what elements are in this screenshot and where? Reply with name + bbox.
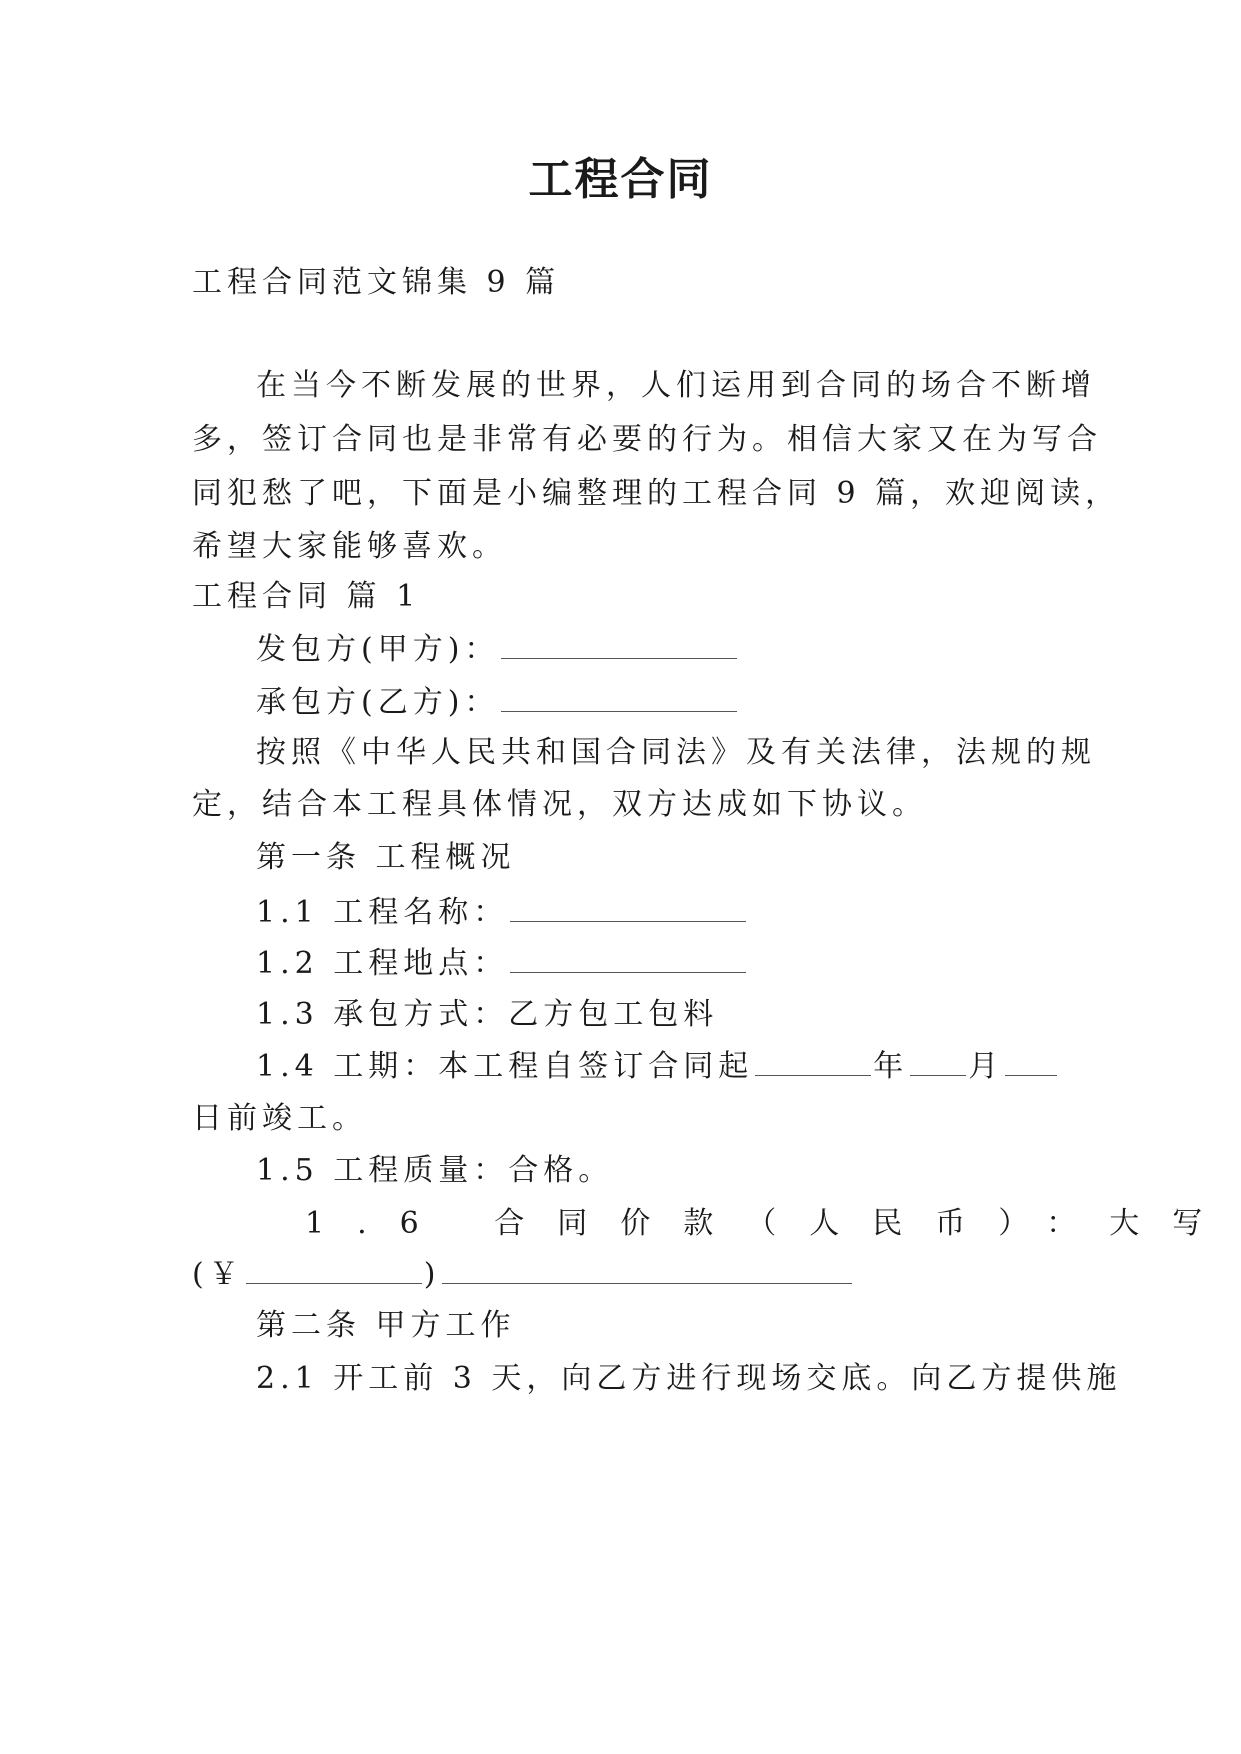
intro-line-4: 希望大家能够喜欢。 bbox=[192, 529, 507, 564]
document-subtitle: 工程合同范文锦集 9 篇 bbox=[192, 265, 561, 300]
party-a-blank bbox=[501, 632, 737, 659]
intro-line-2: 多，签订合同也是非常有必要的行为。相信大家又在为写合 bbox=[192, 422, 1102, 457]
article2-heading: 第二条 甲方工作 bbox=[256, 1308, 516, 1343]
item-1-4-prefix: 1.4 工期：本工程自签订合同起 bbox=[256, 1049, 754, 1084]
item-1-1-line bbox=[256, 893, 748, 933]
intro-line-1: 在当今不断发展的世界，人们运用到合同的场合不断增 bbox=[256, 368, 1096, 403]
party-b-line bbox=[256, 683, 739, 723]
item-1-2-line bbox=[256, 944, 748, 984]
month-label: 月 bbox=[968, 1049, 1004, 1084]
document-title: 工程合同 bbox=[528, 154, 713, 205]
intro-line-3: 同犯愁了吧，下面是小编整理的工程合同 9 篇，欢迎阅读， bbox=[192, 476, 1121, 511]
item-1-4-line bbox=[256, 1047, 1059, 1087]
item-1-1-label: 1.1 工程名称： bbox=[256, 895, 509, 930]
item-1-1-blank bbox=[510, 895, 746, 922]
item-1-6-amount-line bbox=[192, 1255, 854, 1295]
item-2-1: 2.1 开工前 3 天，向乙方进行现场交底。向乙方提供施 bbox=[256, 1361, 1122, 1396]
basis-line-2: 定，结合本工程具体情况，双方达成如下协议。 bbox=[192, 787, 927, 822]
amount-words-blank bbox=[442, 1257, 852, 1284]
item-1-4-continuation: 日前竣工。 bbox=[192, 1101, 367, 1136]
year-blank bbox=[755, 1049, 871, 1076]
item-1-2-blank bbox=[510, 946, 746, 973]
item-1-2-label: 1.2 工程地点： bbox=[256, 946, 509, 981]
item-1-6-label: 1.6 合同价款（人民币）：大写 bbox=[305, 1206, 1236, 1241]
amount-figure-blank bbox=[246, 1257, 422, 1284]
section-heading: 工程合同 篇 1 bbox=[192, 579, 421, 614]
item-1-5: 1.5 工程质量：合格。 bbox=[256, 1153, 614, 1188]
day-blank bbox=[1005, 1049, 1057, 1076]
basis-line-1: 按照《中华人民共和国合同法》及有关法律，法规的规 bbox=[256, 735, 1096, 770]
party-a-label: 发包方(甲方)： bbox=[256, 632, 500, 667]
party-b-label: 承包方(乙方)： bbox=[256, 685, 500, 720]
currency-open: (￥ bbox=[192, 1257, 244, 1292]
item-1-3: 1.3 承包方式：乙方包工包料 bbox=[256, 997, 719, 1032]
party-a-line bbox=[256, 630, 739, 670]
year-label: 年 bbox=[873, 1049, 909, 1084]
currency-close: ) bbox=[423, 1257, 441, 1292]
month-blank bbox=[910, 1049, 966, 1076]
party-b-blank bbox=[501, 685, 737, 712]
article1-heading: 第一条 工程概况 bbox=[256, 840, 516, 875]
